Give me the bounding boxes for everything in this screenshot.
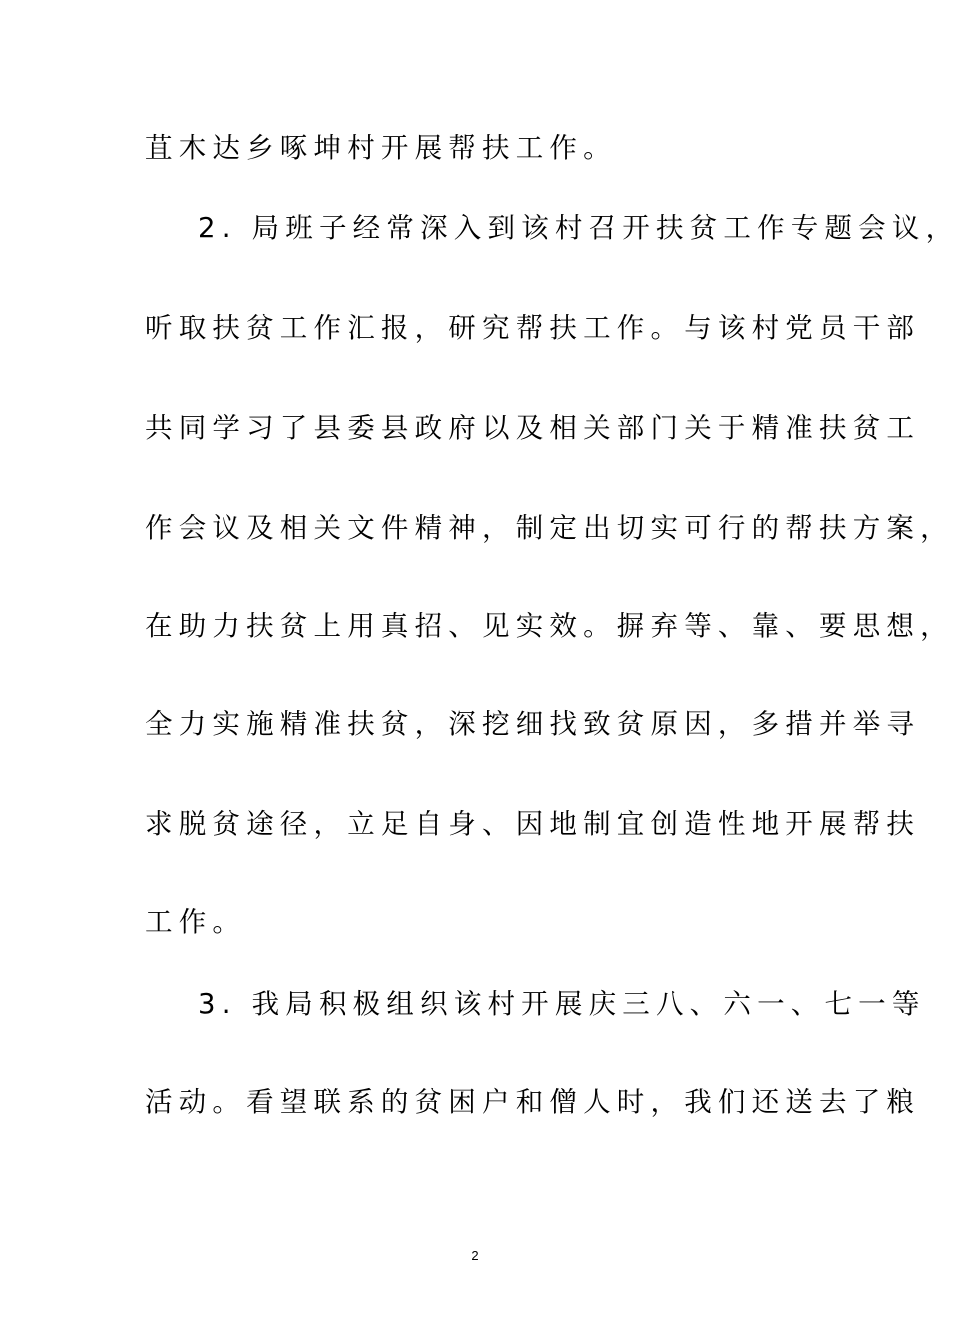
text-line: 作会议及相关文件精神，制定出切实可行的帮扶方案，: [145, 512, 954, 544]
text-line: 活动。看望联系的贫困户和僧人时，我们还送去了粮: [145, 1086, 921, 1118]
text-line: 听取扶贫工作汇报，研究帮扶工作。与该村党员干部: [145, 312, 921, 344]
text-line: 全力实施精准扶贫，深挖细找致贫原因，多措并举寻: [145, 708, 921, 740]
text-line: 求脱贫途径，立足自身、因地制宜创造性地开展帮扶: [145, 808, 921, 840]
text-line: 在助力扶贫上用真招、见实效。摒弃等、靠、要思想，: [145, 610, 954, 642]
text-line: 3. 我局积极组织该村开展庆三八、六一、七一等: [198, 988, 926, 1020]
text-line: 苴木达乡啄坤村开展帮扶工作。: [145, 132, 617, 164]
text-line: 共同学习了县委县政府以及相关部门关于精准扶贫工: [145, 412, 921, 444]
text-line: 2. 局班子经常深入到该村召开扶贫工作专题会议，: [198, 212, 959, 244]
page-number: 2: [471, 1248, 479, 1263]
text-line: 工作。: [145, 906, 247, 938]
